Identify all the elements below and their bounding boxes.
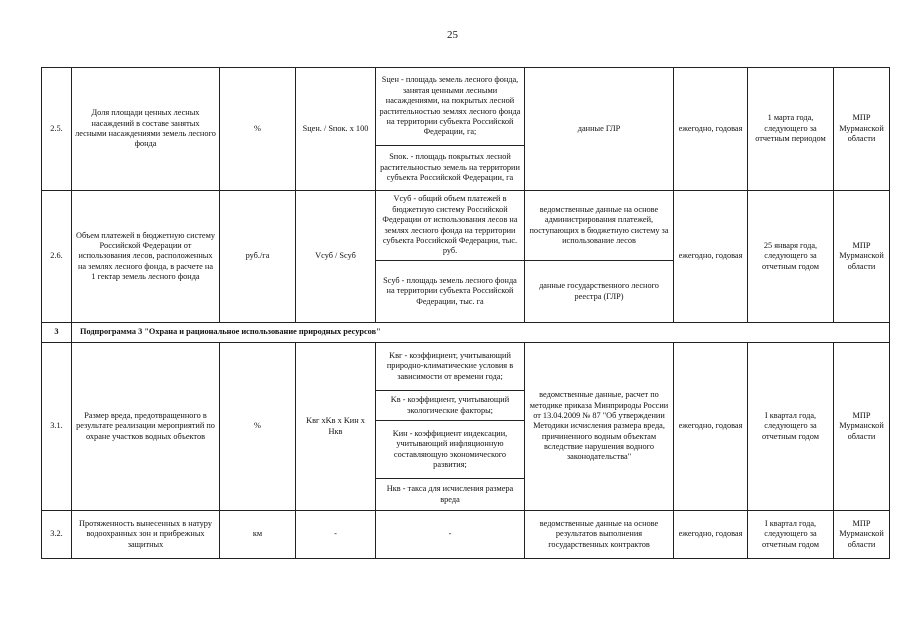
unit: % (220, 68, 296, 191)
responsible: МПР Мурманской области (834, 511, 890, 559)
periodicity: ежегодно, годовая (674, 343, 748, 511)
formula: - (296, 511, 376, 559)
definition: Kин - коэффициент индексации, учитывающий инфляционную составляющую экономического развития; (376, 421, 525, 479)
unit: км (220, 511, 296, 559)
data-source: данные ГЛР (525, 68, 674, 191)
definition: - (376, 511, 525, 559)
indicator-name: Доля площади ценных лесных насаждений в составе занятых лесными насаждениями земель лесного фонда (72, 68, 220, 191)
row-number: 3 (42, 323, 72, 343)
subprogram-row (42, 323, 890, 343)
unit: % (220, 343, 296, 511)
definition: Kвг - коэффициент, учитывающий природно-климатические условия в зависимости от времени года; (376, 343, 525, 391)
periodicity: ежегодно, годовая (674, 511, 748, 559)
responsible: МПР Мурманской области (834, 343, 890, 511)
formula: Vсуб / Sсуб (296, 191, 376, 323)
deadline: 1 марта года, следующего за отчетным периодом (748, 68, 834, 191)
definition: Vсуб - общий объем платежей в бюджетную систему Российской Федерации от использования лесов на землях лесного фонда на территории субъекта Российской Федерации, тыс. руб. (376, 191, 525, 261)
responsible: МПР Мурманской области (834, 191, 890, 323)
indicator-name: Размер вреда, предотвращенного в результате реализации мероприятий по охране участков водных объектов (72, 343, 220, 511)
definition: Sсуб - площадь земель лесного фонда на территории субъекта Российской Федерации, тыс. га (376, 261, 525, 323)
definition: Sпок. - площадь покрытых лесной растительностью земель на территории субъекта Российской Федерации, га (376, 146, 525, 191)
row-number: 2.6. (42, 191, 72, 323)
deadline: I квартал года, следующего за отчетным годом (748, 511, 834, 559)
page-number: 25 (447, 29, 458, 41)
subprogram-title: Подпрограмма 3 "Охрана и рациональное использование природных ресурсов" (72, 323, 890, 343)
unit: руб./га (220, 191, 296, 323)
responsible: МПР Мурманской области (834, 68, 890, 191)
indicators-table (41, 67, 890, 559)
row-number: 3.2. (42, 511, 72, 559)
definition: Sцен - площадь земель лесного фонда, занятая ценными лесными насаждениями, на покрытых лесной растительностью землях лесного фонда на территории субъекта Российской Федерации, га; (376, 68, 525, 146)
row-number: 2.5. (42, 68, 72, 191)
table-row (42, 343, 890, 391)
periodicity: ежегодно, годовая (674, 68, 748, 191)
definition: Kв - коэффициент, учитывающий экологические факторы; (376, 391, 525, 421)
table-row (42, 68, 890, 146)
data-source: данные государственного лесного реестра (ГЛР) (525, 261, 674, 323)
indicator-name: Протяженность вынесенных в натуру водоохранных зон и прибрежных защитных (72, 511, 220, 559)
formula: Sцен. / Sпок. x 100 (296, 68, 376, 191)
indicator-name: Объем платежей в бюджетную систему Российской Федерации от использования лесов, расположенных на землях лесного фонда, в расчете на 1 гектар земель лесного фонда (72, 191, 220, 323)
deadline: 25 января года, следующего за отчетным годом (748, 191, 834, 323)
periodicity: ежегодно, годовая (674, 191, 748, 323)
table-row (42, 191, 890, 261)
data-source: ведомственные данные на основе результатов выполнения государственных контрактов (525, 511, 674, 559)
definition: Hкв - такса для исчисления размера вреда (376, 479, 525, 511)
data-source: ведомственные данные на основе администрирования платежей, поступающих в бюджетную систему за использование лесов (525, 191, 674, 261)
deadline: I квартал года, следующего за отчетным годом (748, 343, 834, 511)
row-number: 3.1. (42, 343, 72, 511)
table-row (42, 511, 890, 559)
data-source: ведомственные данные, расчет по методике приказа Минприроды России от 13.04.2009 № 87 "Об утверждении Методики исчисления размера вреда, причиненного водным объектам вследствие нарушения водного законодательства" (525, 343, 674, 511)
formula: Kвг xKв x Kин x Hкв (296, 343, 376, 511)
